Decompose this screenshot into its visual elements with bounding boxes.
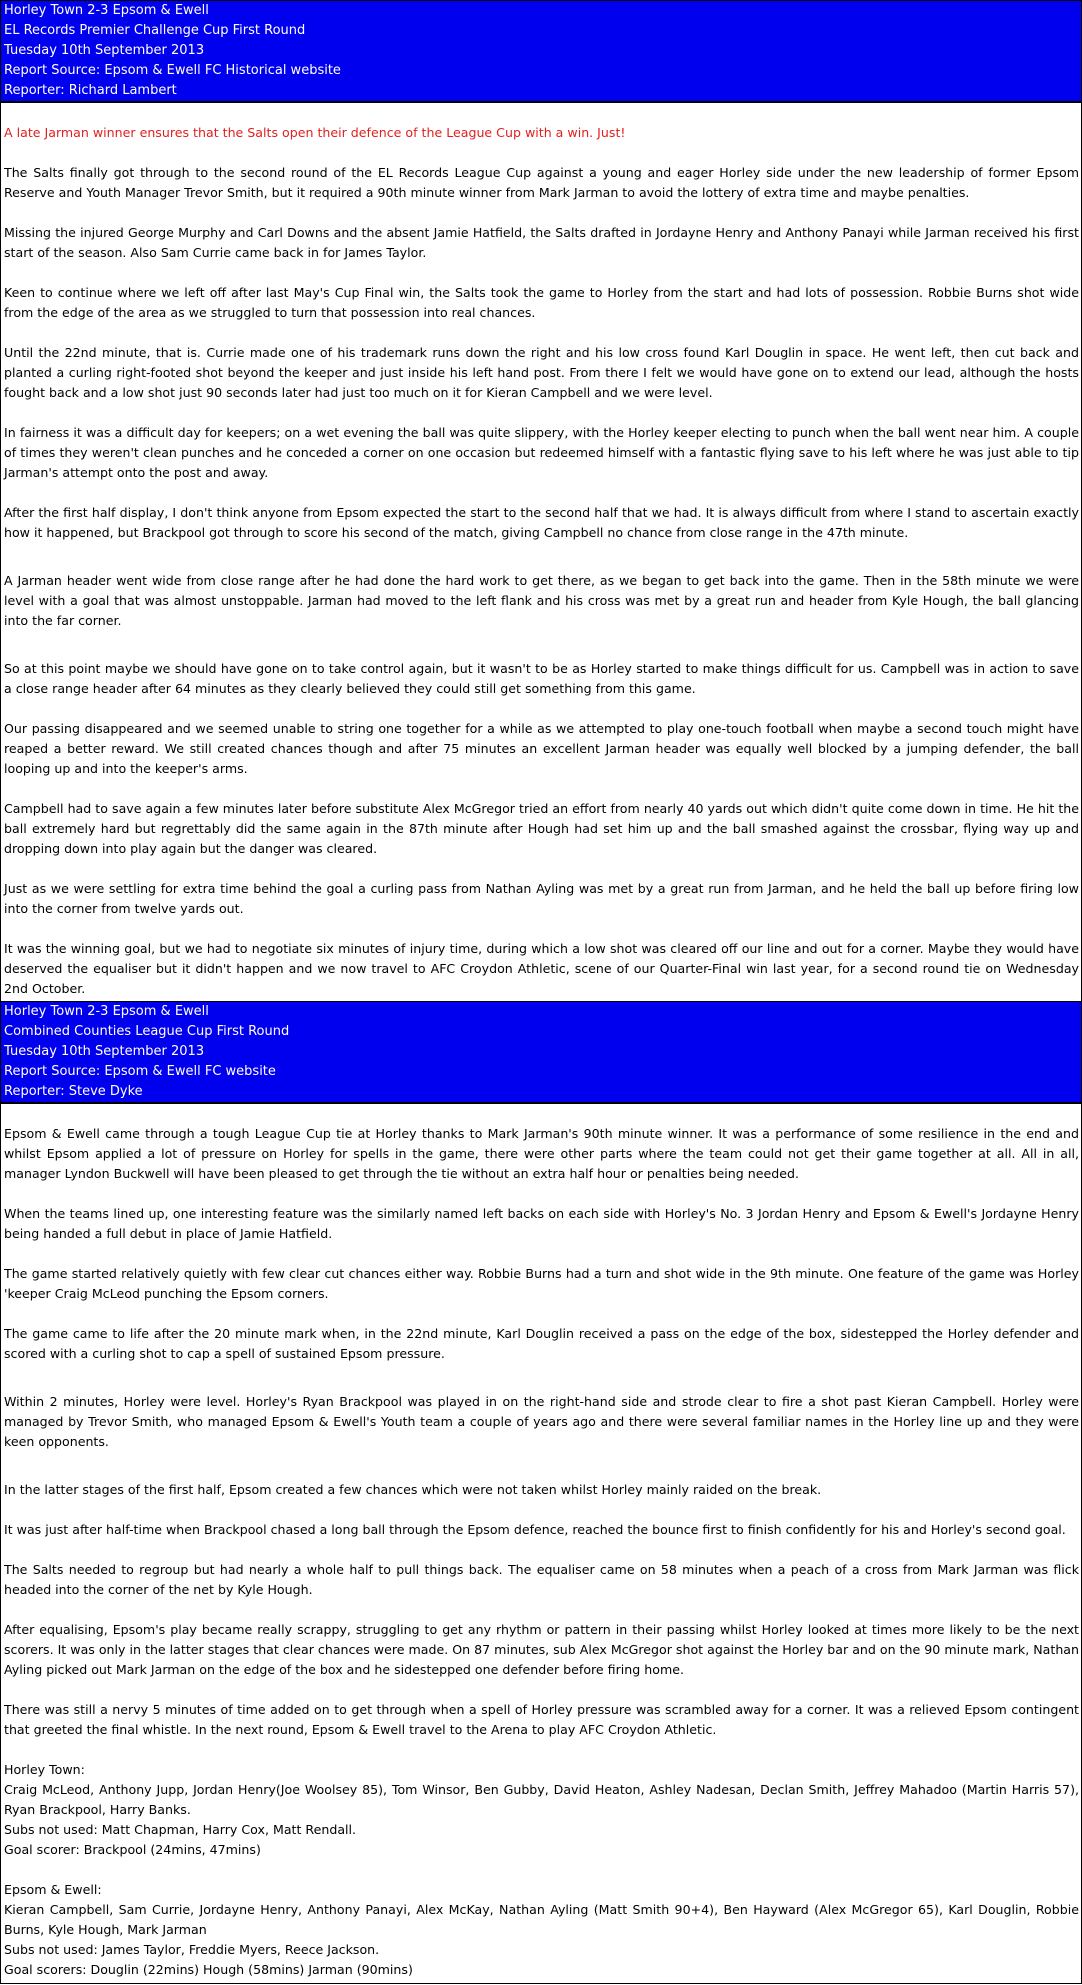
report-1-body (1, 103, 1081, 999)
competition: Combined Counties League Cup First Round (4, 1024, 290, 1039)
report-1-header (1, 1, 1081, 103)
paragraph: Campbell had to save again a few minutes later before substitute Alex McGregor tried an effort from nearly 40 yards out which didn't quite come down in time. He hit the ball extremely hard but regrettably did the same again in the 87th minute after Hough had set him up and the ball smashed against the crossbar, flying way up and dropping down into play again but the danger was cleared. (4, 801, 1079, 856)
match-date: Tuesday 10th September 2013 (4, 1044, 205, 1059)
paragraph: The Salts needed to regroup but had nearly a whole half to pull things back. The equaliser came on 58 minutes when a peach of a cross from Mark Jarman was flick headed into the corner of the net by Kyle Hough. (4, 1562, 1079, 1597)
epsom-scorers: Goal scorers: Douglin (22mins) Hough (58mins) Jarman (90mins) (4, 1962, 413, 1977)
horley-lineup: Craig McLeod, Anthony Jupp, Jordan Henry(Joe Woolsey 85), Tom Winsor, Ben Gubby, David Heaton, Ashley Nadesan, Declan Smith, Jeffrey Mahadoo (Martin Harris 57), Ryan Brackpool, Harry Banks. (4, 1782, 1079, 1817)
report-2-header (1, 1002, 1081, 1104)
horley-lineup-title: Horley Town: (4, 1762, 85, 1777)
match-date: Tuesday 10th September 2013 (4, 43, 205, 58)
competition: EL Records Premier Challenge Cup First Round (4, 23, 306, 38)
horley-subs: Subs not used: Matt Chapman, Harry Cox, Matt Rendall. (4, 1822, 357, 1837)
paragraph: The game started relatively quietly with few clear cut chances either way. Robbie Burns had a turn and shot wide in the 9th minute. One feature of the game was Horley 'keeper Craig McLeod punching the Epsom corners. (4, 1266, 1079, 1301)
paragraph: When the teams lined up, one interesting feature was the similarly named left backs on each side with Horley's No. 3 Jordan Henry and Epsom & Ewell's Jordayne Henry being handed a full debut in place of Jamie Hatfield. (4, 1206, 1079, 1241)
paragraph: Within 2 minutes, Horley were level. Horley's Ryan Brackpool was played in on the right-hand side and strode clear to fire a shot past Kieran Campbell. Horley were managed by Trevor Smith, who managed Epsom & Ewell's Youth team a couple of years ago and there were several familiar names in the Horley line up and they were keen opponents. (4, 1394, 1079, 1449)
reporter: Reporter: Steve Dyke (4, 1084, 143, 1099)
paragraph: Epsom & Ewell came through a tough League Cup tie at Horley thanks to Mark Jarman's 90th minute winner. It was a performance of some resilience in the end and whilst Epsom applied a lot of pressure on Horley for spells in the game, there were other parts where the team could not get their game together at all. All in all, manager Lyndon Buckwell will have been pleased to get through the tie without an extra half hour or penalties being needed. (4, 1126, 1079, 1181)
match-title: Horley Town 2-3 Epsom & Ewell (4, 1004, 209, 1019)
report-source: Report Source: Epsom & Ewell FC website (4, 1064, 276, 1079)
paragraph: There was still a nervy 5 minutes of time added on to get through when a spell of Horley pressure was scrambled away for a corner. It was a relieved Epsom contingent that greeted the final whistle. In the next round, Epsom & Ewell travel to the Arena to play AFC Croydon Athletic. (4, 1702, 1079, 1737)
paragraph: Our passing disappeared and we seemed unable to string one together for a while as we attempted to play one-touch football when maybe a second touch might have reaped a better reward. We still created chances though and after 75 minutes an excellent Jarman header was equally well blocked by a jumping defender, the ball looping up and into the keeper's arms. (4, 721, 1079, 776)
epsom-subs: Subs not used: James Taylor, Freddie Myers, Reece Jackson. (4, 1942, 380, 1957)
report-2 (0, 1001, 1082, 1984)
report-2-body (1, 1104, 1081, 1980)
match-title: Horley Town 2-3 Epsom & Ewell (4, 3, 209, 18)
paragraph: After the first half display, I don't think anyone from Epsom expected the start to the second half that we had. It is always difficult from where I stand to ascertain exactly how it happened, but Brackpool got through to score his second of the match, giving Campbell no chance from close range in the 47th minute. (4, 505, 1079, 540)
report-source: Report Source: Epsom & Ewell FC Historical website (4, 63, 341, 78)
paragraph: The Salts finally got through to the second round of the EL Records League Cup against a young and eager Horley side under the new leadership of former Epsom Reserve and Youth Manager Trevor Smith, but it required a 90th minute winner from Mark Jarman to avoid the lottery of extra time and maybe penalties. (4, 165, 1079, 200)
paragraph: In fairness it was a difficult day for keepers; on a wet evening the ball was quite slippery, with the Horley keeper electing to punch when the ball went near him. A couple of times they weren't clean punches and he conceded a corner on one occasion but redeemed himself with a fantastic flying save to his left where he was just able to tip Jarman's attempt onto the post and away. (4, 425, 1079, 480)
epsom-lineup-title: Epsom & Ewell: (4, 1882, 102, 1897)
paragraph: Keen to continue where we left off after last May's Cup Final win, the Salts took the game to Horley from the start and had lots of possession. Robbie Burns shot wide from the edge of the area as we struggled to turn that possession into real chances. (4, 285, 1079, 320)
paragraph: After equalising, Epsom's play became really scrappy, struggling to get any rhythm or pattern in their passing whilst Horley looked at times more likely to be the next scorers. It was only in the latter stages that clear chances were made. On 87 minutes, sub Alex McGregor shot against the Horley bar and on the 90 minute mark, Nathan Ayling picked out Mark Jarman on the edge of the box and he sidestepped one defender before firing home. (4, 1622, 1079, 1677)
paragraph: Until the 22nd minute, that is. Currie made one of his trademark runs down the right and his low cross found Karl Douglin in space. He went left, then cut back and planted a curling right-footed shot beyond the keeper and just inside his left hand post. From there I felt we would have gone on to extend our lead, although the hosts fought back and a low shot just 90 seconds later had just too much on it for Kieran Campbell and we were level. (4, 345, 1079, 400)
lead-text: A late Jarman winner ensures that the Salts open their defence of the League Cup with a win. Just! (4, 125, 626, 140)
horley-scorers: Goal scorer: Brackpool (24mins, 47mins) (4, 1842, 261, 1857)
reporter: Reporter: Richard Lambert (4, 83, 177, 98)
paragraph: So at this point maybe we should have gone on to take control again, but it wasn't to be as Horley started to make things difficult for us. Campbell was in action to save a close range header after 64 minutes as they clearly believed they could still get something from this game. (4, 661, 1079, 696)
paragraph: It was just after half-time when Brackpool chased a long ball through the Epsom defence, reached the bounce first to finish confidently for his and Horley's second goal. (4, 1522, 1066, 1537)
paragraph: Missing the injured George Murphy and Carl Downs and the absent Jamie Hatfield, the Salts drafted in Jordayne Henry and Anthony Panayi while Jarman received his first start of the season. Also Sam Currie came back in for James Taylor. (4, 225, 1079, 260)
epsom-lineup: Kieran Campbell, Sam Currie, Jordayne Henry, Anthony Panayi, Alex McKay, Nathan Ayling (Matt Smith 90+4), Ben Hayward (Alex McGregor 65), Karl Douglin, Robbie Burns, Kyle Hough, Mark Jarman (4, 1902, 1079, 1937)
paragraph: In the latter stages of the first half, Epsom created a few chances which were not taken whilst Horley mainly raided on the break. (4, 1482, 822, 1497)
paragraph: Just as we were settling for extra time behind the goal a curling pass from Nathan Ayling was met by a great run from Jarman, and he held the ball up before firing low into the corner from twelve yards out. (4, 881, 1079, 916)
paragraph: A Jarman header went wide from close range after he had done the hard work to get there, as we began to get back into the game. Then in the 58th minute we were level with a goal that was almost unstoppable. Jarman had moved to the left flank and his cross was met by a great run and header from Kyle Hough, the ball glancing into the far corner. (4, 573, 1079, 628)
paragraph: The game came to life after the 20 minute mark when, in the 22nd minute, Karl Douglin received a pass on the edge of the box, sidestepped the Horley defender and scored with a curling shot to cap a spell of sustained Epsom pressure. (4, 1326, 1079, 1361)
paragraph: It was the winning goal, but we had to negotiate six minutes of injury time, during which a low shot was cleared off our line and out for a corner. Maybe they would have deserved the equaliser but it didn't happen and we now travel to AFC Croydon Athletic, scene of our Quarter-Final win last year, for a second round tie on Wednesday 2nd October. (4, 941, 1079, 996)
